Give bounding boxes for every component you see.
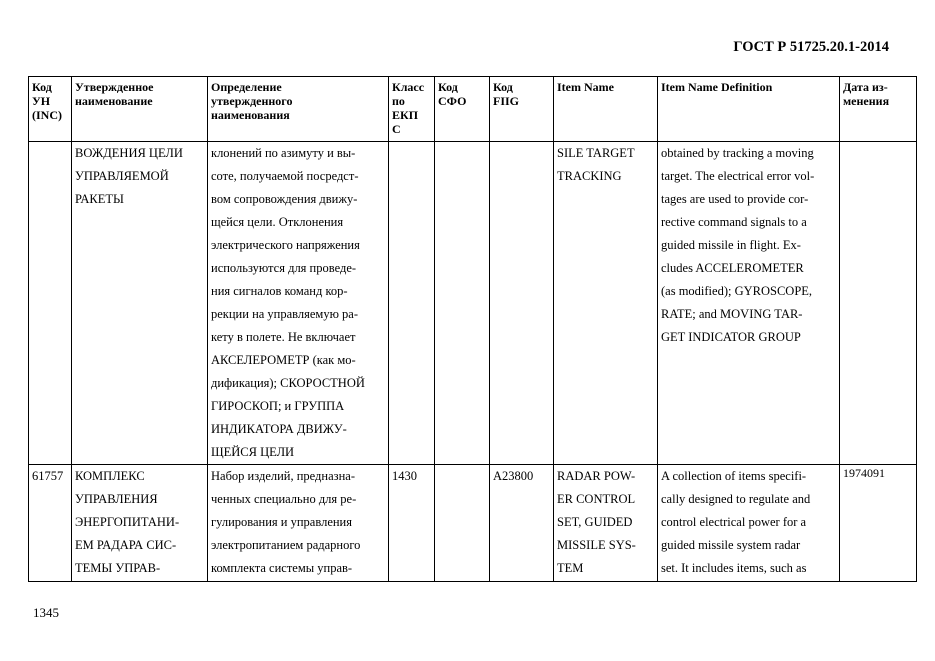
cell-text-line: A23800	[493, 469, 534, 483]
col-item-name-header	[554, 77, 658, 142]
table-row	[29, 142, 917, 465]
cell-text-line: электропитанием радарного	[211, 538, 361, 552]
cell-text-line: ER CONTROL	[557, 492, 636, 506]
cell-text-line: 1430	[392, 469, 417, 483]
specification-table	[28, 76, 917, 582]
cell-text-line: guided missile system radar	[661, 538, 801, 552]
table-body	[29, 142, 917, 582]
cell-text-line: set. It includes items, such as	[661, 561, 807, 575]
cell-text-line: target. The electrical error vol-	[661, 169, 815, 183]
col-inc-code-cell	[29, 142, 72, 465]
cell-text-line: АКСЕЛЕРОМЕТР (как мо-	[211, 353, 356, 367]
cell-text-line: УПРАВЛЕНИЯ	[75, 492, 158, 506]
cell-text-line: комплекта системы управ-	[211, 561, 353, 575]
col-sfo-code-header	[435, 77, 490, 142]
col-ekps-class-cell	[389, 142, 435, 465]
cell-text-line: RATE; and MOVING TAR-	[661, 307, 803, 321]
col-approved-name-cell	[72, 142, 208, 465]
document-code: ГОСТ Р 51725.20.1-2014	[733, 39, 889, 55]
col-change-date-cell	[840, 465, 917, 582]
cell-text-line: ТЕМЫ УПРАВ-	[75, 561, 161, 575]
cell-text-line: SILE TARGET	[557, 146, 635, 160]
col-name-definition-header	[208, 77, 389, 142]
header-text-line: утвержденного	[211, 94, 293, 108]
col-change-date-cell	[840, 142, 917, 465]
header-text-line: Дата из-	[843, 80, 888, 94]
cell-text-line: cally designed to regulate and	[661, 492, 811, 506]
cell-text-line: A collection of items specifi-	[661, 469, 807, 483]
cell-text-line: кету в полете. Не включает	[211, 330, 356, 344]
header-text-line: Утвержденное	[75, 80, 154, 94]
col-name-definition-cell	[208, 142, 389, 465]
cell-text-line: ЕМ РАДАРА СИС-	[75, 538, 177, 552]
col-item-name-definition-cell	[658, 142, 840, 465]
cell-text-line: ченных специально для ре-	[211, 492, 357, 506]
header-text-line: Определение	[211, 80, 282, 94]
col-fiig-code-header	[490, 77, 554, 142]
cell-text-line: TEM	[557, 561, 584, 575]
cell-text-line: КОМПЛЕКС	[75, 469, 145, 483]
cell-text-line: УПРАВЛЯЕМОЙ	[75, 169, 169, 183]
header-text-line: наименование	[75, 94, 153, 108]
col-approved-name-header	[72, 77, 208, 142]
cell-text-line: guided missile in flight. Ex-	[661, 238, 801, 252]
cell-text-line: obtained by tracking a moving	[661, 146, 814, 160]
cell-text-line: ВОЖДЕНИЯ ЦЕЛИ	[75, 146, 183, 160]
header-text-line: по	[392, 94, 405, 108]
col-inc-code-header	[29, 77, 72, 142]
cell-text-line: ния сигналов команд кор-	[211, 284, 348, 298]
page-number: 1345	[33, 605, 59, 620]
col-item-name-definition-cell	[658, 465, 840, 582]
header-text-line: Код	[438, 80, 458, 94]
header-text-line: Item Name	[557, 80, 614, 94]
col-item-name-definition-header	[658, 77, 840, 142]
cell-text-line: rective command signals to a	[661, 215, 807, 229]
cell-text-line: Набор изделий, предназна-	[211, 469, 355, 483]
cell-text-line: GET INDICATOR GROUP	[661, 330, 801, 344]
header-text-line: (INC)	[32, 108, 62, 122]
cell-text-line: ЭНЕРГОПИТАНИ-	[75, 515, 180, 529]
col-fiig-code-cell	[490, 142, 554, 465]
cell-text-line: вом сопровождения движу-	[211, 192, 358, 206]
cell-text-line: дификация); СКОРОСТНОЙ	[211, 376, 365, 390]
header-text-line: УН	[32, 94, 51, 108]
header-text-line: Код	[32, 80, 52, 94]
cell-text-line: MISSILE SYS-	[557, 538, 636, 552]
cell-text-line: RADAR POW-	[557, 469, 636, 483]
cell-text-line: 61757	[32, 469, 64, 483]
cell-text-line: электрического напряжения	[211, 238, 360, 252]
cell-text-line: соте, получаемой посредст-	[211, 169, 359, 183]
col-fiig-code-cell	[490, 465, 554, 582]
cell-text-line: щейся цели. Отклонения	[211, 215, 344, 229]
cell-text-line: ЩЕЙСЯ ЦЕЛИ	[211, 445, 295, 459]
cell-text-line: SET, GUIDED	[557, 515, 633, 529]
cell-text-line: cludes ACCELEROMETER	[661, 261, 804, 275]
cell-text-line: 1974091	[843, 466, 885, 480]
col-change-date-header	[840, 77, 917, 142]
cell-text-line: ИНДИКАТОРА ДВИЖУ-	[211, 422, 347, 436]
cell-text-line: tages are used to provide cor-	[661, 192, 809, 206]
cell-text-line: гулирования и управления	[211, 515, 352, 529]
header-text-line: менения	[843, 94, 890, 108]
table-row	[29, 465, 917, 582]
col-item-name-cell	[554, 142, 658, 465]
cell-text-line: (as modified); GYROSCOPE,	[661, 284, 813, 298]
col-ekps-class-cell	[389, 465, 435, 582]
table-header-row	[29, 77, 917, 142]
col-approved-name-cell	[72, 465, 208, 582]
col-ekps-class-header	[389, 77, 435, 142]
cell-text-line: ГИРОСКОП; и ГРУППА	[211, 399, 345, 413]
col-sfo-code-cell	[435, 465, 490, 582]
header-text-line: ЕКП	[392, 108, 419, 122]
header-text-line: Класс	[392, 80, 425, 94]
cell-text-line: рекции на управляемую ра-	[211, 307, 359, 321]
col-item-name-cell	[554, 465, 658, 582]
cell-text-line: клонений по азимуту и вы-	[211, 146, 356, 160]
cell-text-line: TRACKING	[557, 169, 622, 183]
col-inc-code-cell	[29, 465, 72, 582]
header-text-line: Код	[493, 80, 513, 94]
header-text-line: СФО	[438, 94, 467, 108]
header-text-line: FIIG	[493, 94, 520, 108]
header-text-line: С	[392, 122, 401, 136]
cell-text-line: РАКЕТЫ	[75, 192, 124, 206]
cell-text-line: control electrical power for a	[661, 515, 807, 529]
header-text-line: наименования	[211, 108, 290, 122]
col-sfo-code-cell	[435, 142, 490, 465]
header-text-line: Item Name Definition	[661, 80, 773, 94]
col-name-definition-cell	[208, 465, 389, 582]
cell-text-line: используются для проведе-	[211, 261, 357, 275]
